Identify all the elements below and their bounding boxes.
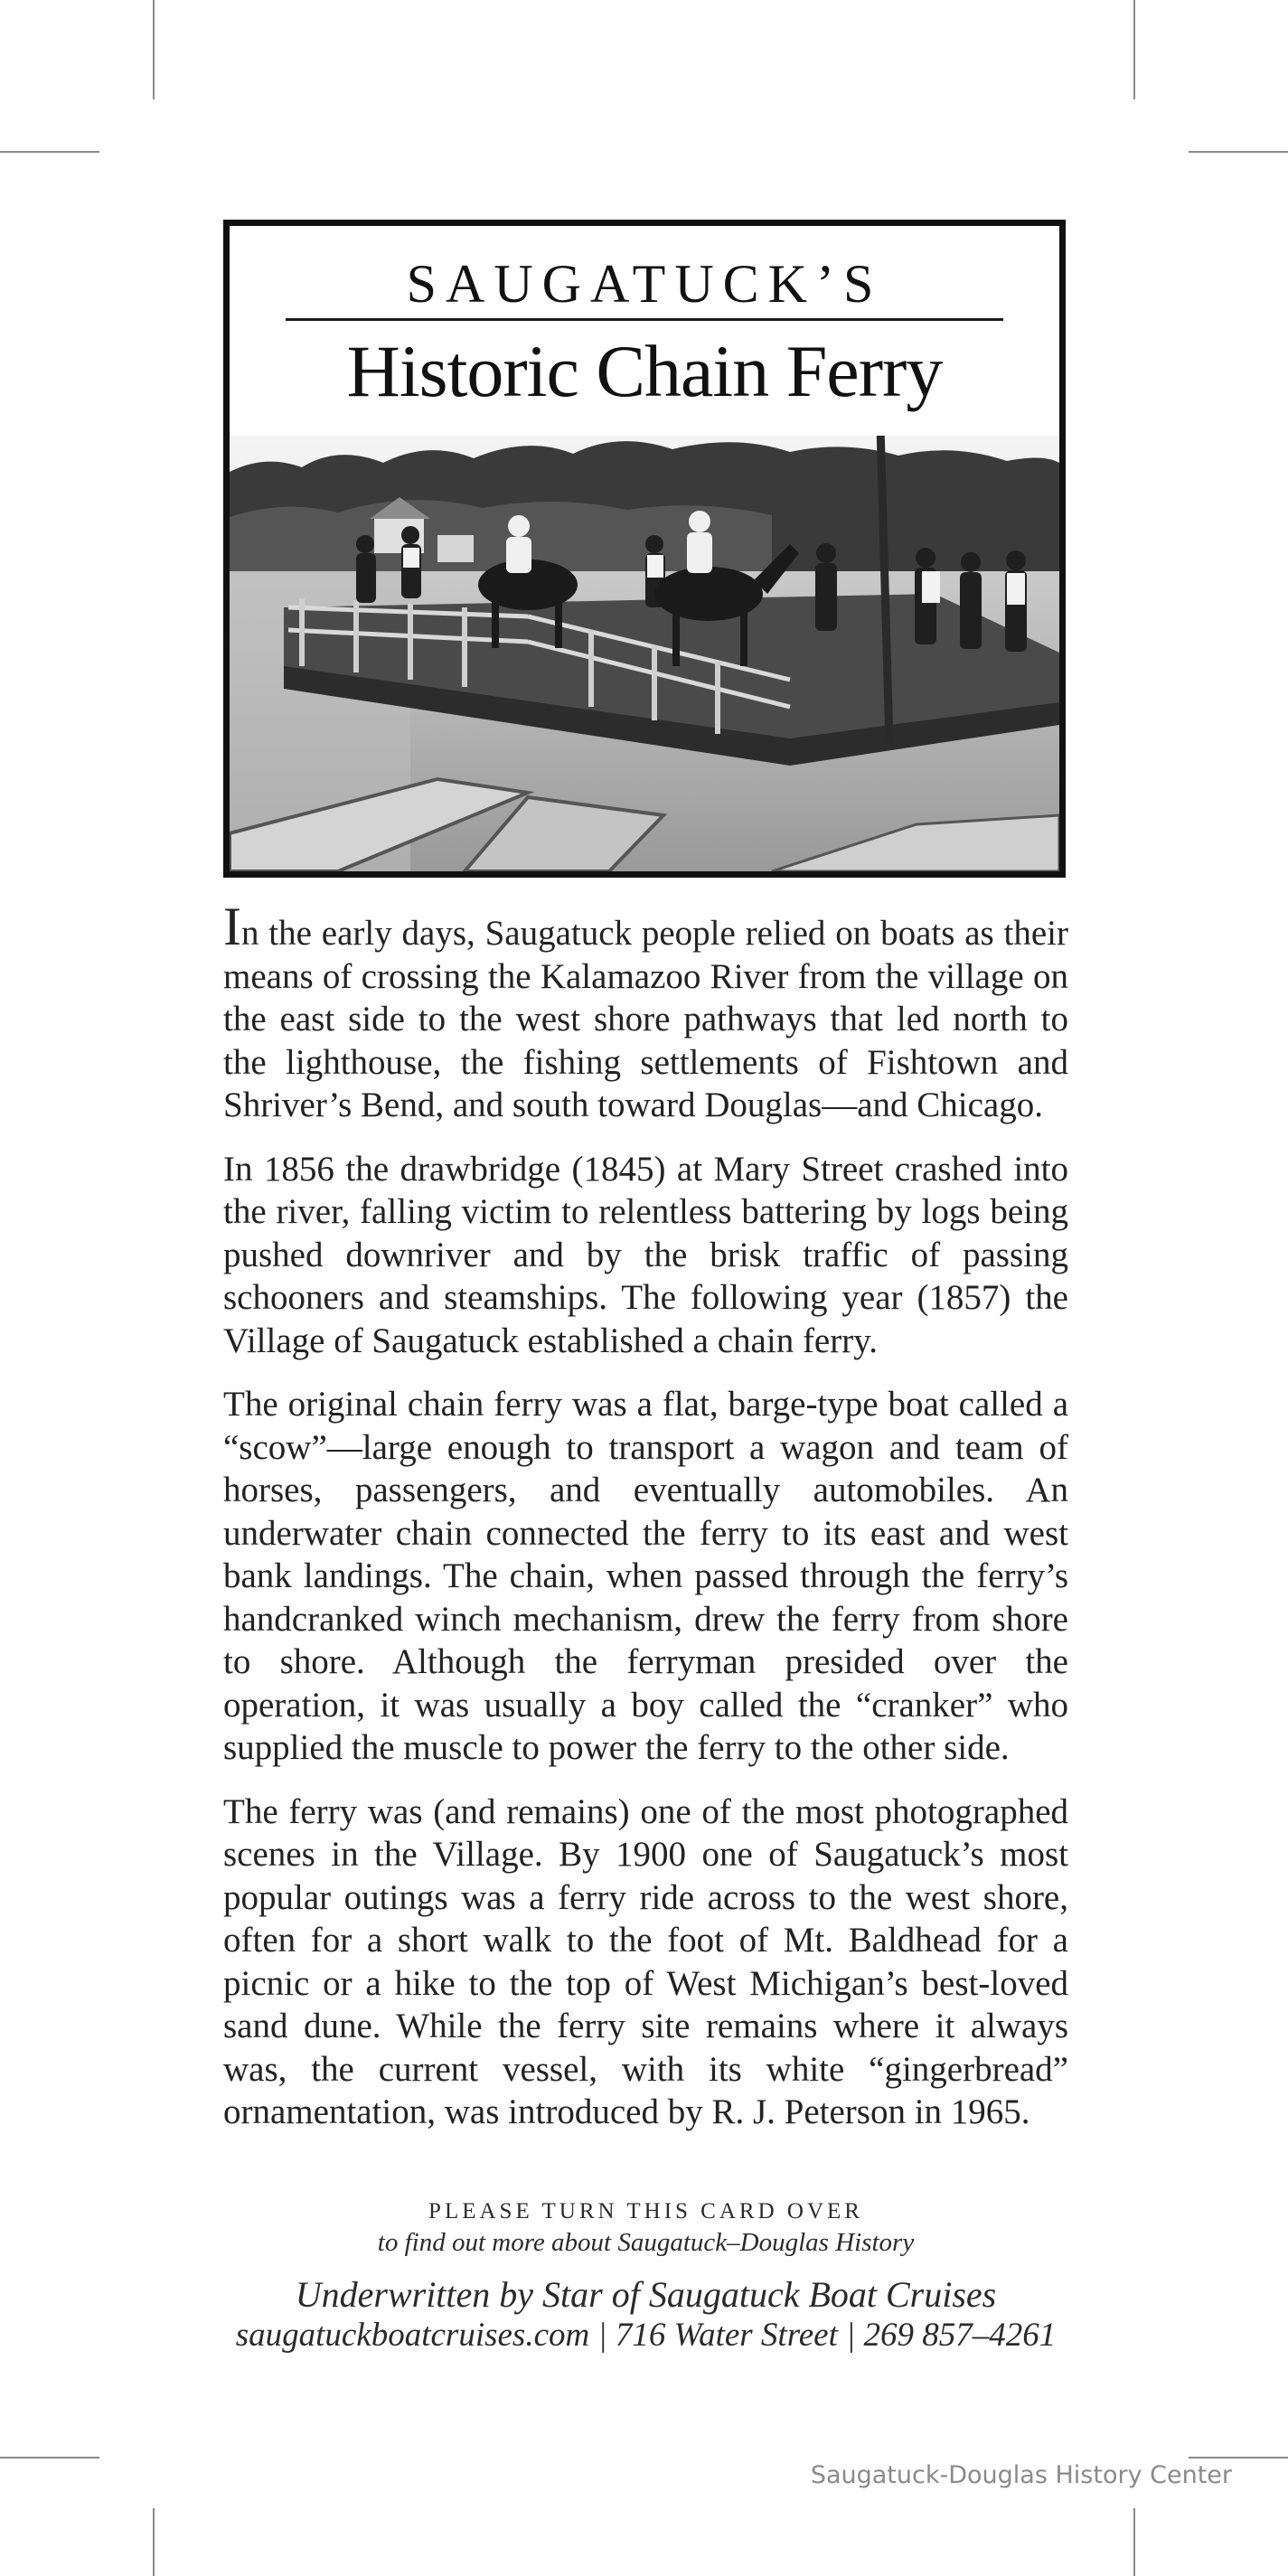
paragraph-drawbridge: In 1856 the drawbridge (1845) at Mary Street crashed into the river, falling victim to relentless battering by logs being pushed downriver and by the brisk traffic of passing schooners and steamships. The following year (1857) the Village of Saugatuck established a chain ferry.: [223, 1149, 1068, 1360]
paragraph-1-text: n the early days, Saugatuck people relied on boats as their means of crossing the Kalamazoo River from the village on the east side to the west shore pathways that led north to the lighthouse, the fishing settlements of Fishtown and Shriver’s Bend, and south toward Douglas—and Chicago.: [223, 914, 1068, 1124]
crop-mark-bottom-left: [153, 2508, 155, 2576]
headline: Historic Chain Ferry: [346, 330, 943, 412]
crop-mark-top-right: [1133, 0, 1135, 99]
paragraph-original-ferry: The original chain ferry was a flat, barge-type boat called a “scow”—large enough to transport a wagon and team of horses, passengers, and eventually automobiles. An underwater chain connected the ferry to its east and west bank landings. The chain, when passed through the ferry’s handcranked winch mechanism, drew the ferry from shore to shore. Although the ferryman presided over the operation, it was usually a boy called the “cranker” who supplied the muscle to power the ferry to the other side.: [223, 1385, 1068, 1767]
crop-mark-left-top: [0, 151, 99, 153]
turn-over-note: PLEASE TURN THIS CARD OVER: [428, 2199, 863, 2223]
title-divider: [286, 318, 1003, 321]
kicker-title: SAUGATUCK’S: [406, 254, 883, 314]
crop-mark-top-left: [153, 0, 155, 99]
paragraph-early-days: [223, 897, 1068, 1127]
paragraph-most-photographed: The ferry was (and remains) one of the most photographed scenes in the Village. By 1900 one of Saugatuck’s most popular outings was a ferry ride across to the west shore, often for a short walk to the foot of Mt. Baldhead for a picnic or a hike to the top of West Michigan’s best-loved sand dune. While the ferry site remains where it always was, the current vessel, with its white “gingerbread” ornamentation, was introduced by R. J. Peterson in 1965.: [223, 1791, 1068, 2131]
sponsor-contact: saugatuckboatcruises.com | 716 Water Street | 269 857–4261: [235, 2317, 1057, 2354]
watermark-text: Saugatuck-Douglas History Center: [810, 2461, 1232, 2489]
chain-ferry-photo: [230, 436, 1059, 871]
crop-mark-right-top: [1189, 151, 1288, 153]
crop-mark-bottom-right: [1133, 2508, 1135, 2576]
crop-mark-left-bottom: [0, 2457, 99, 2458]
crop-mark-right-bottom: [1189, 2457, 1288, 2458]
find-more-note: to find out more about Saugatuck–Douglas History: [377, 2228, 915, 2257]
title-panel: [223, 220, 1066, 878]
drop-cap: I: [223, 897, 241, 956]
body-copy: [223, 897, 1068, 2155]
sponsor-line: Underwritten by Star of Saugatuck Boat Cruises: [295, 2274, 997, 2315]
